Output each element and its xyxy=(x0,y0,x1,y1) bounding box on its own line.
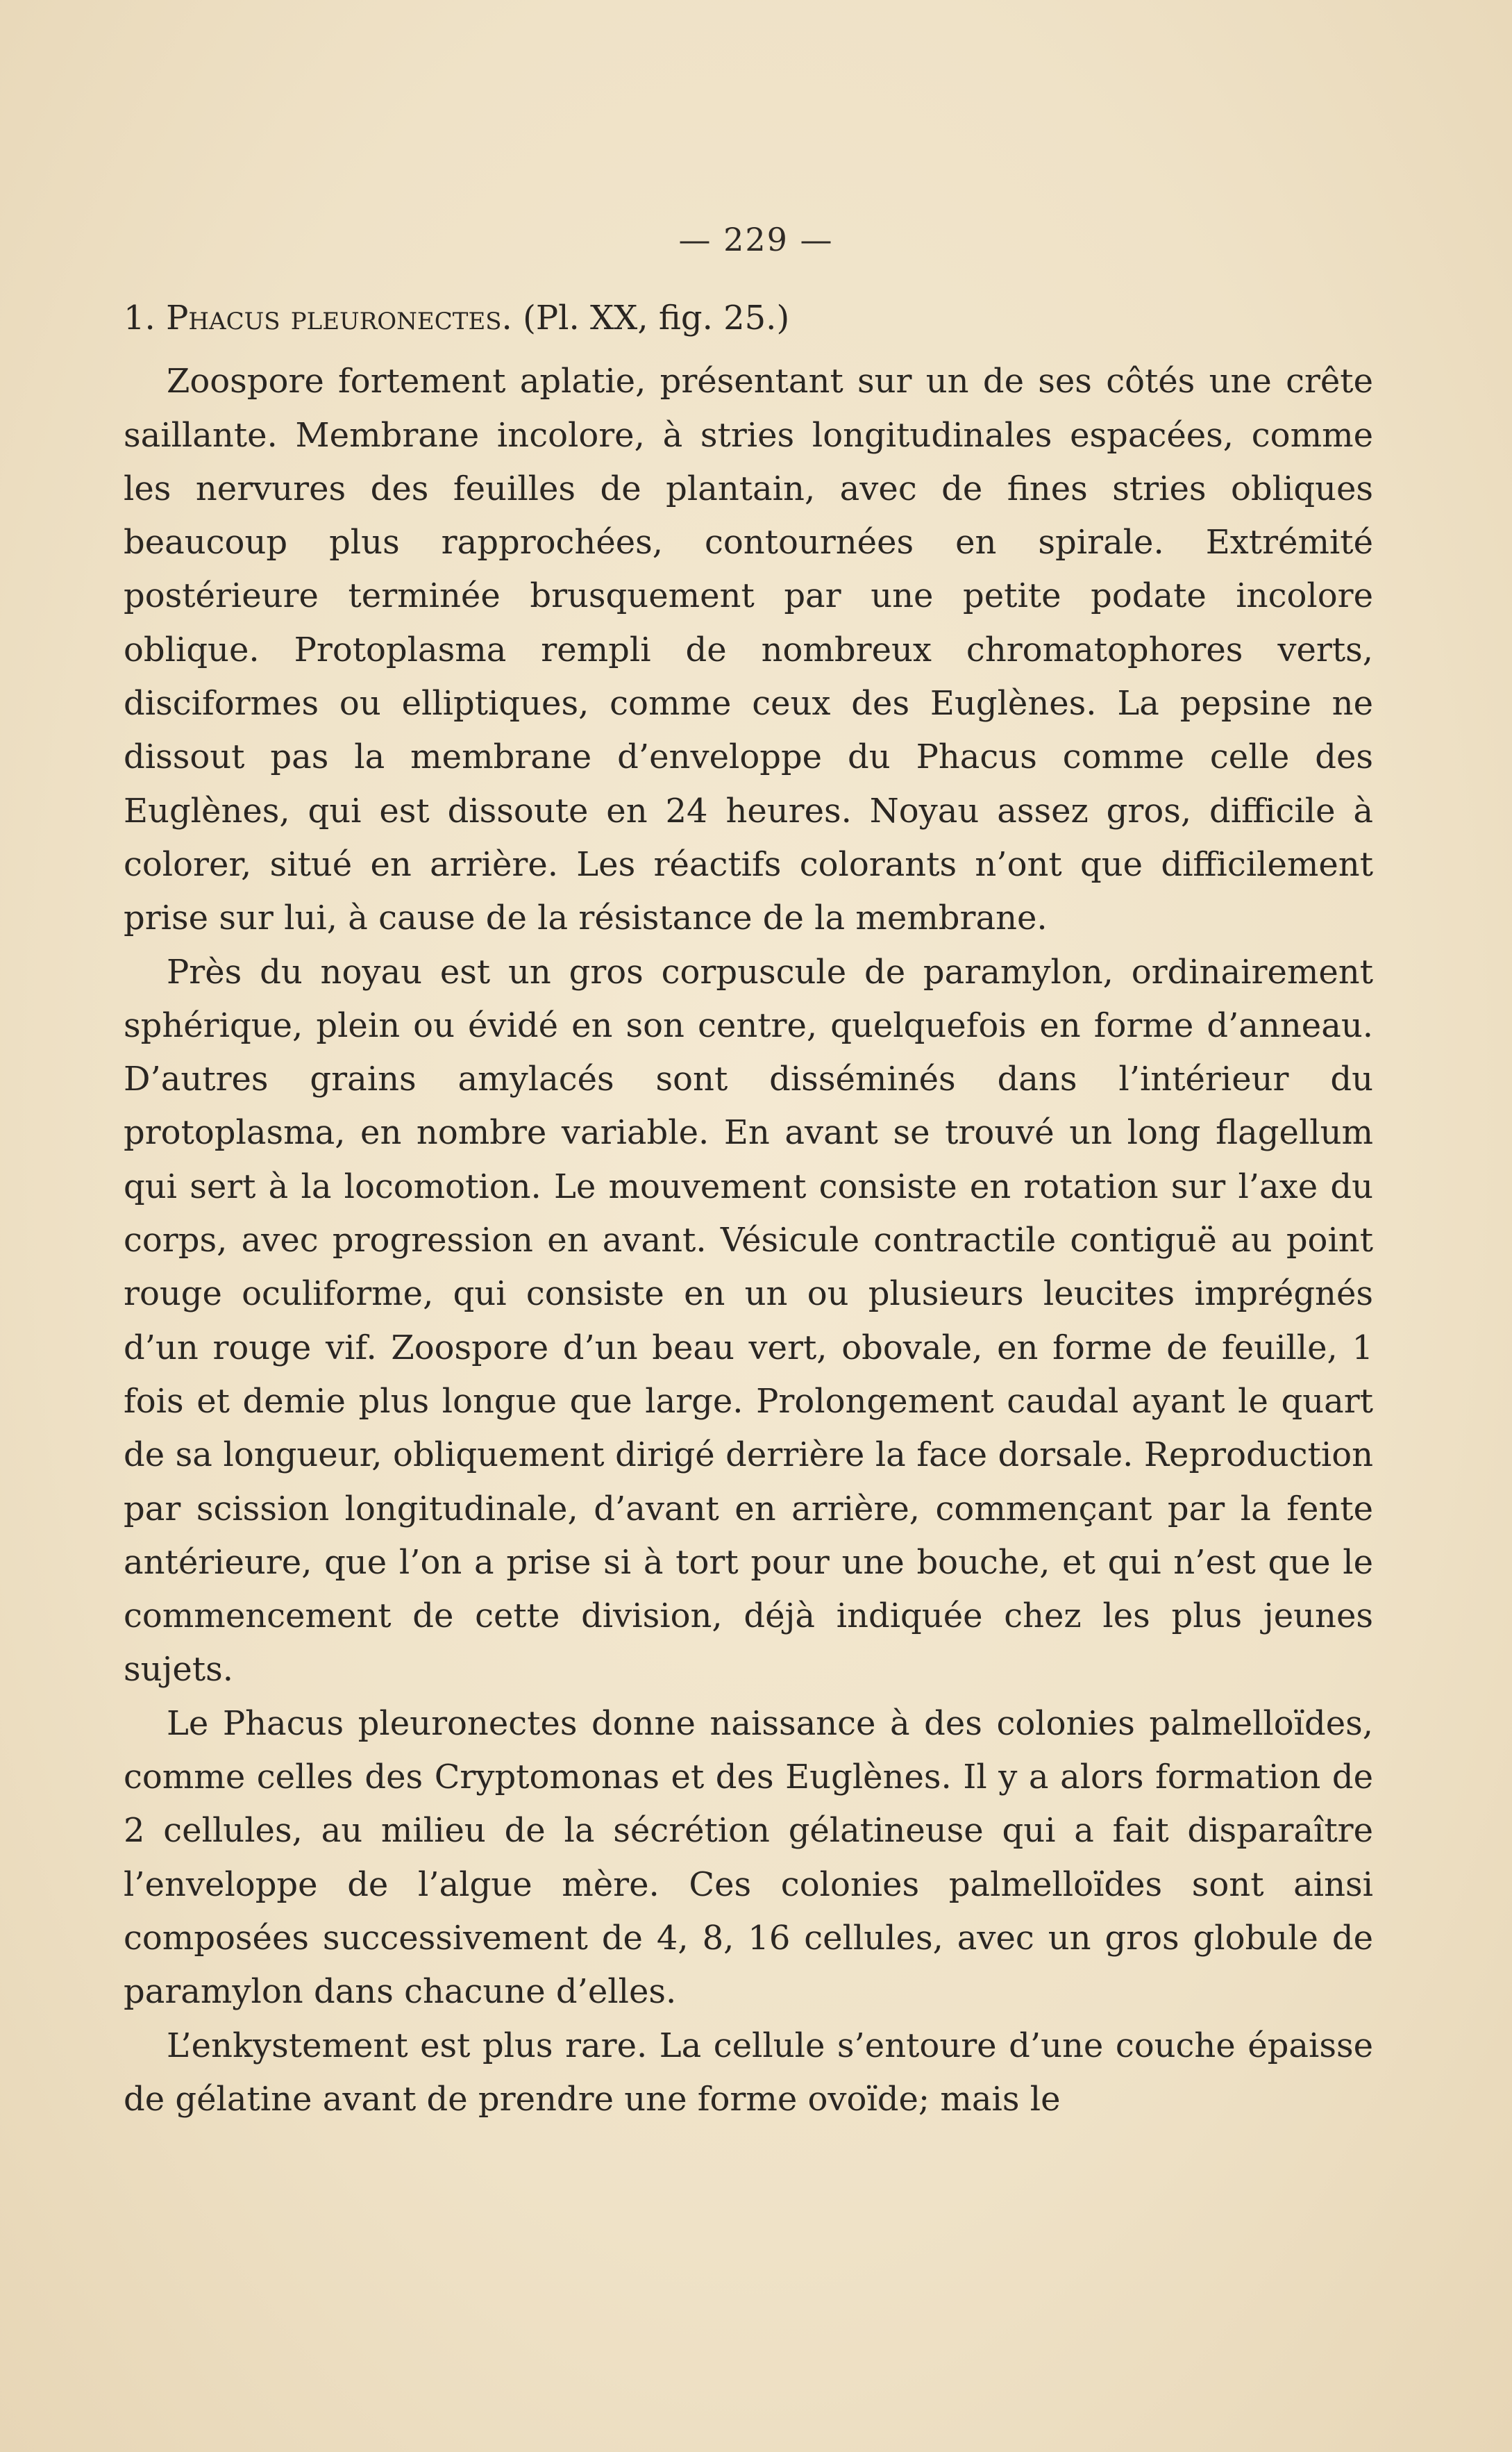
species-name: Phacus pleuronectes. xyxy=(166,299,512,337)
plate-reference: (Pl. XX, fig. 25.) xyxy=(523,299,790,337)
paragraph-colonies: Le Phacus pleuronectes donne naissance à des colonies palmelloïdes, comme celles des Cryptomonas et des Euglènes. Il y a alors formation de 2 cellules, au milieu de la sécrétion gélatineuse qui a fait disparaître l’enveloppe de l’algue mère. Ces colonies palmelloïdes sont ainsi composées successivement de 4, 8, 16 cellules, avec un gros globule de paramylon dans chacune d’elles. xyxy=(124,1703,1373,2012)
page-body xyxy=(124,292,1373,2126)
species-heading xyxy=(124,292,1373,345)
paragraph-description: Zoospore fortement aplatie, présentant sur un de ses côtés une crête saillante. Membrane incolore, à stries longitudinales espacées, comme les nervures des feuilles de plantain, avec de fines stries obliques beaucoup plus rapprochées, contournées en spirale. Extrémité postérieure terminée brusquement par une petite podate incolore oblique. Protoplasma rempli de nombreux chromatophores verts, disciformes ou elliptiques, comme ceux des Euglènes. La pepsine ne dissout pas la membrane d’enveloppe du Phacus comme celle des Euglènes, qui est dissoute en 24 heures. Noyau assez gros, difficile à colorer, situé en arrière. Les réactifs colorants n’ont que difficilement prise sur lui, à cause de la résistance de la membrane. xyxy=(124,362,1373,938)
paragraph-paramylon: Près du noyau est un gros corpuscule de paramylon, ordinairement sphérique, plein ou évidé en son centre, quelquefois en forme d’anneau. D’autres grains amylacés sont disséminés dans l’intérieur du protoplasma, en nombre variable. En avant se trouvé un long flagellum qui sert à la locomotion. Le mouvement consiste en rotation sur l’axe du corps, avec progression en avant. Vésicule contractile contiguë au point rouge oculiforme, qui consiste en un ou plusieurs leucites imprégnés d’un rouge vif. Zoospore d’un beau vert, obovale, en forme de feuille, 1 fois et demie plus longue que large. Prolongement caudal ayant le quart de sa longueur, obliquement dirigé derrière la face dorsale. Reproduction par scission longitudinale, d’avant en arrière, commençant par la fente antérieure, que l’on a prise si à tort pour une bouche, et qui n’est que le commencement de cette division, déjà indiquée chez les plus jeunes sujets. xyxy=(124,952,1373,1690)
paragraph-encystment: L’enkystement est plus rare. La cellule s’entoure d’une couche épaisse de gélatine avant de prendre une forme ovoïde; mais le xyxy=(124,2026,1373,2119)
species-number: 1. xyxy=(124,299,156,337)
page-number: — 229 — xyxy=(678,221,834,258)
